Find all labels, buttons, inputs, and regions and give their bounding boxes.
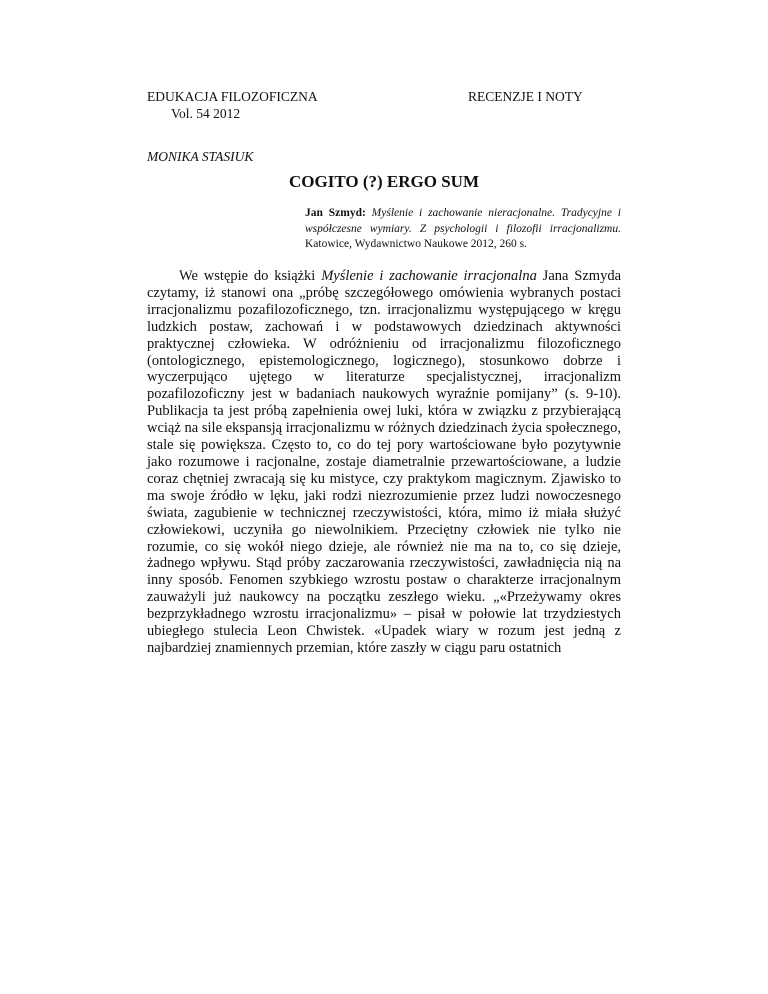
body-intro: We wstępie do książki — [179, 268, 322, 284]
journal-header — [147, 88, 318, 122]
reviewed-book-author: Jan Szmyd: — [305, 207, 366, 219]
section-header: RECENZJE I NOTY — [468, 89, 583, 104]
article-title: COGITO (?) ERGO SUM — [288, 172, 479, 191]
body-paragraph — [147, 268, 621, 657]
body-book-title: Myślenie i zachowanie irracjonalna — [321, 268, 537, 284]
article-author: MONIKA STASIUK — [147, 149, 254, 164]
journal-volume: Vol. 54 2012 — [171, 106, 241, 121]
body-text: Jana Szmyda czytamy, iż stanowi ona „próbę szczegółowego omówienia wybranych postaci irracjonalizmu pozafilozoficznego, tzn. irracjonalizmu występującego w kręgu ludzkich postaw, zachowań i w podstawowych dziedzinach aktywności praktycznej człowieka. W odróżnieniu od irracjonalizmu filozoficznego (ontologicznego, epistemologicznego, logicznego), stosunkowo dobrze i wyczerpująco ujętego w literaturze specjalistycznej, irracjonalizm pozafilozoficzny jest w badaniach naukowych wyraźnie pomijany” (s. 9-10). Publikacja ta jest próbą zapełnienia owej luki, która w związku z przybierającą wciąż na sile ekspansją irracjonalizmu w różnych dziedzinach życia społecznego, stale się powiększa. Często to, co do tej pory wartościowane było pozytywnie jako rozumowe i racjonalne, zostaje diametralnie przewartościowane, a ludzie coraz chętniej zwracają się ku mistyce, czy praktykom magicznym. Zjawisko to ma swoje źródło w lęku, jaki rodzi niezrozumienie przez ludzi nowoczesnego świata, zagubienie w technicznej rzeczywistości, która, mimo iż miała służyć człowiekowi, uczyniła go niewolnikiem. Przeciętny człowiek nie tylko nie rozumie, co się wokół niego dzieje, ale również nie ma na to, co się dzieje, żadnego wpływu. Stąd próby zaczarowania rzeczywistości, zawładnięcia nią na inny sposób. Fenomen szybkiego wzrostu postaw o charakterze irracjonalnym zauważyli już naukowcy na początku zeszłego wieku. „«Przeżywamy okres bezprzykładnego wzrostu irracjonalizmu» – pisał w połowie lat trzydziestych ubiegłego stulecia Leon Chwistek. «Upadek wiary w rozum jest jedną z najbardziej znamiennych przemian, które zaszły w ciągu paru ostatnich — [147, 268, 621, 656]
journal-name: EDUKACJA FILOZOFICZNA — [147, 89, 318, 104]
reviewed-book-citation — [305, 206, 621, 253]
reviewed-book-title: Myślenie i zachowanie nieracjonalne. Tradycyjne i współczesne wymiary. Z psychologii i filozofii irracjonalizmu. — [305, 207, 621, 235]
reviewed-book-publication: Katowice, Wydawnictwo Naukowe 2012, 260 s. — [305, 238, 528, 250]
